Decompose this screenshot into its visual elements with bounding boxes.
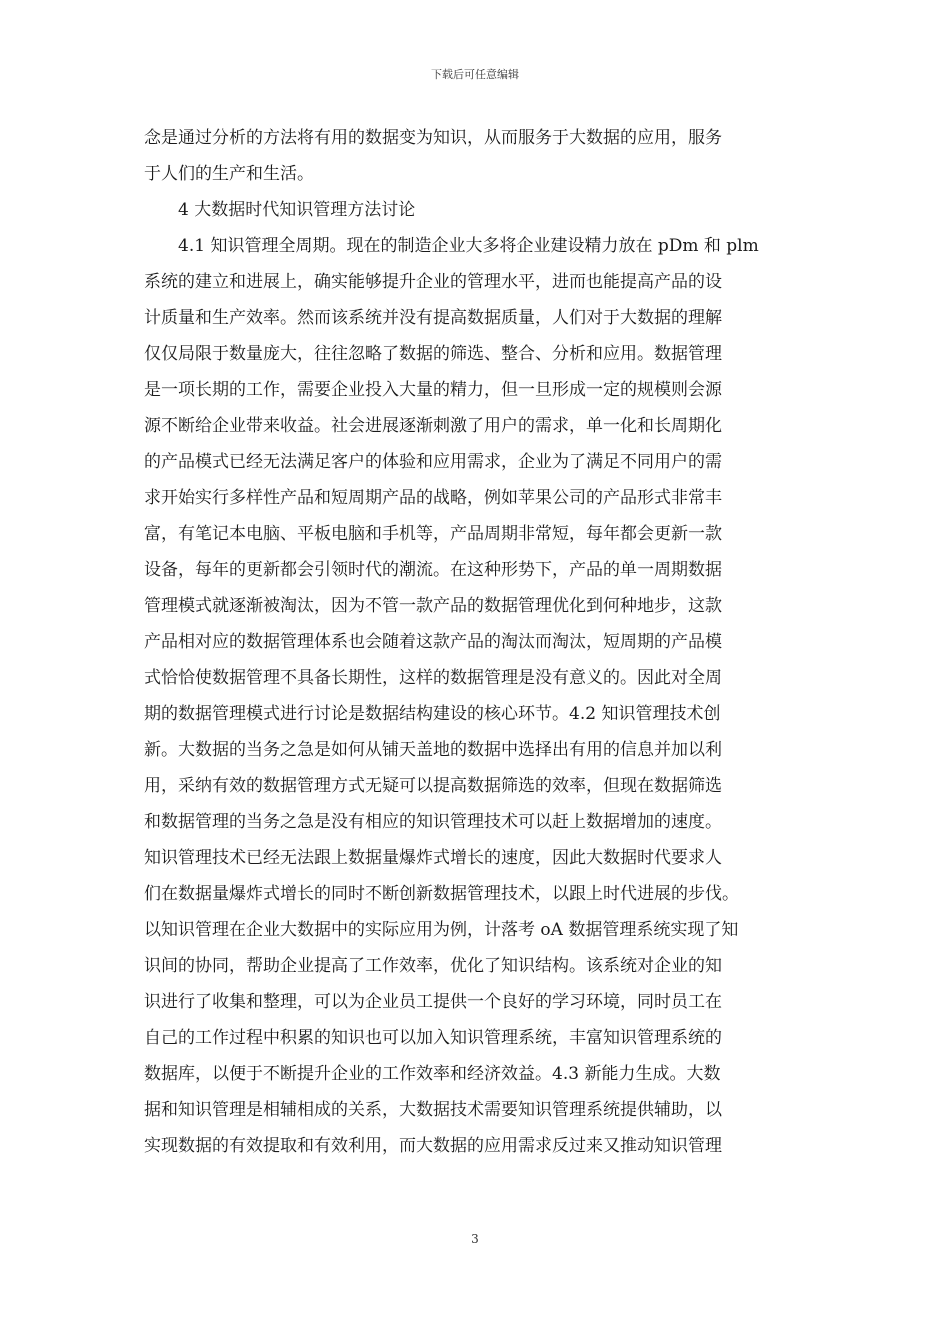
text-line: 数据库，以便于不断提升企业的工作效率和经济效益。4.3 新能力生成。大数 [144,1064,721,1084]
text-line: 们在数据量爆炸式增长的同时不断创新数据管理技术，以跟上时代进展的步伐。 [144,884,739,904]
text-line: 以知识管理在企业大数据中的实际应用为例，计落考 oA 数据管理系统实现了知 [144,920,739,940]
body-text [144,120,814,1164]
text-line: 富，有笔记本电脑、平板电脑和手机等，产品周期非常短，每年都会更新一款 [144,524,722,544]
text-line: 期的数据管理模式进行讨论是数据结构建设的核心环节。4.2 知识管理技术创 [144,704,721,724]
text-line: 求开始实行多样性产品和短周期产品的战略，例如苹果公司的产品形式非常丰 [144,488,722,508]
text-line: 新。大数据的当务之急是如何从铺天盖地的数据中选择出有用的信息并加以利 [144,740,722,760]
text-line: 产品相对应的数据管理体系也会随着这款产品的淘汰而淘汰，短周期的产品模 [144,632,722,652]
text-line: 于人们的生产和生活。 [144,164,314,184]
page-number: 3 [471,1232,479,1246]
text-line: 管理模式就逐渐被淘汰，因为不管一款产品的数据管理优化到何种地步，这款 [144,596,722,616]
text-line: 式恰恰使数据管理不具备长期性，这样的数据管理是没有意义的。因此对全周 [144,668,722,688]
text-line: 系统的建立和进展上，确实能够提升企业的管理水平，进而也能提高产品的设 [144,272,722,292]
text-line: 知识管理技术已经无法跟上数据量爆炸式增长的速度，因此大数据时代要求人 [144,848,722,868]
text-line: 计质量和生产效率。然而该系统并没有提高数据质量，人们对于大数据的理解 [144,308,722,328]
text-line: 和数据管理的当务之急是没有相应的知识管理技术可以赶上数据增加的速度。 [144,812,722,832]
text-line: 用，采纳有效的数据管理方式无疑可以提高数据筛选的效率，但现在数据筛选 [144,776,722,796]
text-line: 识进行了收集和整理，可以为企业员工提供一个良好的学习环境，同时员工在 [144,992,722,1012]
text-line: 的产品模式已经无法满足客户的体验和应用需求，企业为了满足不同用户的需 [144,452,722,472]
text-line: 据和知识管理是相辅相成的关系，大数据技术需要知识管理系统提供辅助，以 [144,1100,722,1120]
text-line: 念是通过分析的方法将有用的数据变为知识，从而服务于大数据的应用，服务 [144,128,722,148]
text-line: 设备，每年的更新都会引领时代的潮流。在这种形势下，产品的单一周期数据 [144,560,722,580]
text-line: 源不断给企业带来收益。社会进展逐渐刺激了用户的需求，单一化和长周期化 [144,416,722,436]
text-line: 4.1 知识管理全周期。现在的制造企业大多将企业建设精力放在 pDm 和 plm [178,236,759,256]
text-line: 是一项长期的工作，需要企业投入大量的精力，但一旦形成一定的规模则会源 [144,380,722,400]
section-heading: 4 大数据时代知识管理方法讨论 [178,200,416,220]
text-line: 自己的工作过程中积累的知识也可以加入知识管理系统，丰富知识管理系统的 [144,1028,722,1048]
text-line: 实现数据的有效提取和有效利用，而大数据的应用需求反过来又推动知识管理 [144,1136,722,1156]
text-line: 识间的协同，帮助企业提高了工作效率，优化了知识结构。该系统对企业的知 [144,956,722,976]
text-line: 仅仅局限于数量庞大，往往忽略了数据的筛选、整合、分析和应用。数据管理 [144,344,722,364]
page-header: 下载后可任意编辑 [431,68,519,81]
